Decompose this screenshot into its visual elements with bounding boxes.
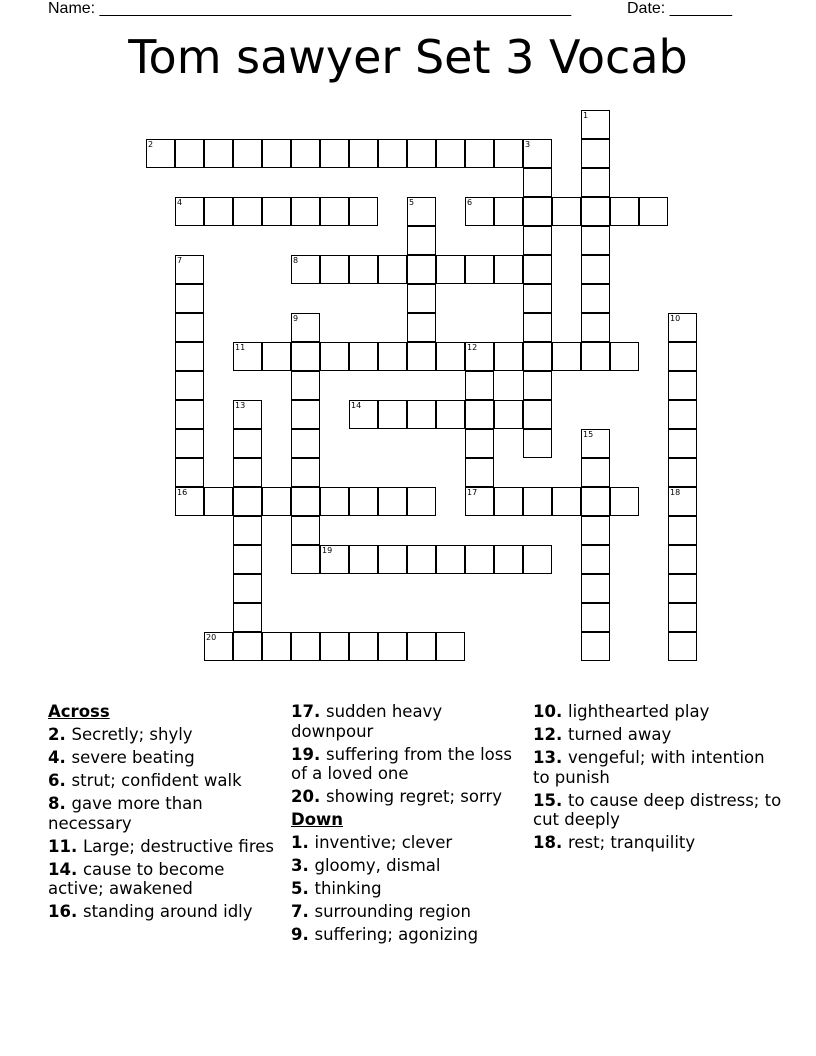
grid-cell[interactable] (610, 197, 639, 226)
clue-number: 10. (533, 702, 568, 721)
grid-cell[interactable] (552, 487, 581, 516)
clue-text: turned away (567, 725, 672, 744)
grid-cell[interactable] (523, 255, 552, 284)
grid-cell[interactable] (378, 139, 407, 168)
grid-cell[interactable] (610, 487, 639, 516)
grid-cell[interactable] (610, 342, 639, 371)
grid-cell[interactable] (349, 197, 378, 226)
clue-item (533, 702, 783, 722)
cell-number: 19 (322, 546, 333, 555)
clue-item (291, 856, 527, 876)
grid-cell[interactable] (233, 487, 262, 516)
clue-item (48, 748, 284, 768)
grid-cell[interactable] (494, 139, 523, 168)
cell-number: 13 (235, 401, 246, 410)
grid-cell[interactable] (407, 197, 436, 226)
grid-cell[interactable] (494, 255, 523, 284)
grid-cell[interactable] (407, 313, 436, 342)
grid-cell[interactable] (523, 429, 552, 458)
grid-cell[interactable] (262, 342, 291, 371)
clue-text: thinking (314, 879, 382, 898)
clue-number: 1. (291, 833, 315, 852)
grid-cell[interactable] (175, 139, 204, 168)
grid-cell[interactable] (320, 545, 349, 574)
date-label: Date: (627, 0, 666, 17)
grid-cell[interactable] (233, 516, 262, 545)
grid-cell[interactable] (349, 545, 378, 574)
grid-cell[interactable] (523, 168, 552, 197)
cell-number: 12 (467, 343, 478, 352)
cell-number: 3 (525, 140, 531, 149)
grid-cell[interactable] (291, 371, 320, 400)
grid-cell[interactable] (349, 139, 378, 168)
grid-cell[interactable] (465, 255, 494, 284)
grid-cell[interactable] (291, 255, 320, 284)
cell-number: 2 (148, 140, 154, 149)
grid-cell[interactable] (233, 139, 262, 168)
clues-column-2 (291, 702, 527, 948)
grid-cell[interactable] (465, 400, 494, 429)
clue-number: 7. (291, 902, 315, 921)
grid-cell[interactable] (668, 574, 697, 603)
grid-cell[interactable] (523, 487, 552, 516)
grid-cell[interactable] (349, 342, 378, 371)
grid-cell[interactable] (233, 400, 262, 429)
grid-cell[interactable] (494, 545, 523, 574)
clue-text: surrounding region (314, 902, 471, 921)
grid-cell[interactable] (378, 487, 407, 516)
grid-cell[interactable] (523, 545, 552, 574)
grid-cell[interactable] (378, 632, 407, 661)
grid-cell[interactable] (436, 545, 465, 574)
grid-cell[interactable] (175, 371, 204, 400)
clue-text: suffering from the loss of a loved one (291, 744, 512, 783)
grid-cell[interactable] (378, 342, 407, 371)
grid-cell[interactable] (581, 516, 610, 545)
name-blank: _____________________________________________________ (99, 0, 572, 17)
grid-cell[interactable] (465, 458, 494, 487)
grid-cell[interactable] (465, 545, 494, 574)
grid-cell[interactable] (668, 313, 697, 342)
grid-cell[interactable] (291, 487, 320, 516)
clue-text: vengeful; with intention to punish (533, 748, 765, 787)
cell-number: 14 (351, 401, 362, 410)
grid-cell[interactable] (175, 284, 204, 313)
cell-number: 11 (235, 343, 246, 352)
clue-number: 6. (48, 771, 72, 790)
grid-cell[interactable] (291, 342, 320, 371)
grid-cell[interactable] (291, 139, 320, 168)
cell-number: 15 (583, 430, 594, 439)
grid-cell[interactable] (639, 197, 668, 226)
grid-cell[interactable] (233, 545, 262, 574)
clue-number: 16. (48, 902, 83, 921)
grid-cell[interactable] (204, 487, 233, 516)
down-heading: Down (291, 810, 344, 829)
grid-cell[interactable] (523, 284, 552, 313)
clue-number: 14. (48, 859, 83, 879)
grid-cell[interactable] (494, 197, 523, 226)
grid-cell[interactable] (581, 632, 610, 661)
clue-number: 11. (48, 836, 83, 856)
clue-number: 13. (533, 748, 568, 767)
cell-number: 18 (670, 488, 681, 497)
grid-cell[interactable] (494, 487, 523, 516)
clue-item (48, 837, 284, 857)
grid-cell[interactable] (146, 139, 175, 168)
puzzle-title: Tom sawyer Set 3 Vocab (128, 30, 688, 84)
grid-cell[interactable] (552, 197, 581, 226)
grid-cell[interactable] (465, 487, 494, 516)
grid-cell[interactable] (407, 226, 436, 255)
grid-cell[interactable] (349, 255, 378, 284)
grid-cell[interactable] (581, 342, 610, 371)
grid-cell[interactable] (581, 255, 610, 284)
grid-cell[interactable] (291, 545, 320, 574)
grid-cell[interactable] (465, 429, 494, 458)
date-blank: _______ (669, 0, 732, 17)
grid-cell[interactable] (407, 545, 436, 574)
clue-text: standing around idly (82, 902, 253, 921)
grid-cell[interactable] (581, 313, 610, 342)
grid-cell[interactable] (291, 632, 320, 661)
clue-number: 9. (291, 925, 315, 944)
clue-number: 19. (291, 744, 326, 764)
clue-number: 12. (533, 725, 568, 744)
clue-number: 2. (48, 725, 72, 744)
grid-cell[interactable] (523, 342, 552, 371)
grid-cell[interactable] (291, 429, 320, 458)
clue-item (533, 748, 783, 787)
grid-cell[interactable] (262, 487, 291, 516)
grid-cell[interactable] (175, 342, 204, 371)
clue-text: severe beating (71, 748, 195, 767)
grid-cell[interactable] (581, 574, 610, 603)
grid-cell[interactable] (581, 226, 610, 255)
grid-cell[interactable] (581, 603, 610, 632)
grid-cell[interactable] (407, 400, 436, 429)
clue-item (533, 725, 783, 745)
grid-cell[interactable] (291, 400, 320, 429)
grid-cell[interactable] (465, 139, 494, 168)
grid-cell[interactable] (320, 342, 349, 371)
grid-cell[interactable] (407, 284, 436, 313)
clue-text: lighthearted play (567, 702, 710, 721)
grid-cell[interactable] (204, 632, 233, 661)
grid-cell[interactable] (668, 342, 697, 371)
clue-item (291, 879, 527, 899)
clue-number: 3. (291, 856, 315, 875)
grid-cell[interactable] (581, 168, 610, 197)
grid-cell[interactable] (436, 400, 465, 429)
clue-text: sudden heavy downpour (291, 702, 443, 741)
grid-cell[interactable] (291, 458, 320, 487)
grid-cell[interactable] (262, 632, 291, 661)
across-heading: Across (48, 702, 110, 721)
grid-cell[interactable] (204, 139, 233, 168)
clue-number: 5. (291, 879, 315, 898)
grid-cell[interactable] (668, 458, 697, 487)
grid-cell[interactable] (668, 603, 697, 632)
grid-cell[interactable] (668, 371, 697, 400)
grid-cell[interactable] (523, 400, 552, 429)
grid-cell[interactable] (175, 255, 204, 284)
grid-cell[interactable] (494, 400, 523, 429)
grid-cell[interactable] (349, 400, 378, 429)
grid-cell[interactable] (523, 371, 552, 400)
across-clue-list-continued (291, 702, 527, 807)
grid-cell[interactable] (407, 255, 436, 284)
grid-cell[interactable] (581, 110, 610, 139)
clue-item (48, 771, 284, 791)
cell-number: 20 (206, 633, 217, 642)
grid-cell[interactable] (291, 197, 320, 226)
grid-cell[interactable] (407, 487, 436, 516)
grid-cell[interactable] (349, 632, 378, 661)
grid-cell[interactable] (378, 255, 407, 284)
grid-cell[interactable] (233, 603, 262, 632)
clue-text: Large; destructive fires (82, 836, 274, 856)
grid-cell[interactable] (523, 313, 552, 342)
clue-item (291, 745, 527, 784)
grid-cell[interactable] (262, 197, 291, 226)
grid-cell[interactable] (668, 487, 697, 516)
grid-cell[interactable] (436, 342, 465, 371)
cell-number: 7 (177, 256, 183, 265)
grid-cell[interactable] (320, 487, 349, 516)
clue-item (291, 787, 527, 807)
grid-cell[interactable] (175, 458, 204, 487)
grid-cell[interactable] (204, 197, 233, 226)
grid-cell[interactable] (320, 197, 349, 226)
down-clue-list (291, 833, 527, 945)
grid-cell[interactable] (320, 632, 349, 661)
across-clue-list (48, 725, 284, 922)
clue-number: 18. (533, 833, 568, 852)
cell-number: 9 (293, 314, 299, 323)
clue-text: to cause deep distress; to cut deeply (533, 790, 782, 829)
clue-item (533, 791, 783, 830)
grid-cell[interactable] (378, 545, 407, 574)
grid-cell[interactable] (175, 197, 204, 226)
clue-text: gloomy, dismal (314, 856, 441, 875)
clue-item (48, 860, 284, 899)
grid-cell[interactable] (175, 400, 204, 429)
grid-cell[interactable] (465, 371, 494, 400)
clue-item (48, 794, 284, 833)
grid-cell[interactable] (465, 342, 494, 371)
clues-column-3 (533, 702, 783, 856)
clues-column-1 (48, 702, 284, 925)
grid-cell[interactable] (668, 400, 697, 429)
grid-cell[interactable] (465, 197, 494, 226)
grid-cell[interactable] (436, 632, 465, 661)
grid-cell[interactable] (407, 632, 436, 661)
clue-number: 17. (291, 702, 326, 721)
grid-cell[interactable] (233, 458, 262, 487)
clue-item (48, 902, 284, 922)
down-clue-list-continued (533, 702, 783, 853)
clue-number: 8. (48, 794, 72, 813)
cell-number: 8 (293, 256, 299, 265)
cell-number: 17 (467, 488, 478, 497)
grid-cell[interactable] (262, 139, 291, 168)
grid-cell[interactable] (291, 516, 320, 545)
grid-cell[interactable] (581, 197, 610, 226)
cell-number: 4 (177, 198, 183, 207)
cell-number: 16 (177, 488, 188, 497)
grid-cell[interactable] (581, 458, 610, 487)
grid-cell[interactable] (523, 226, 552, 255)
grid-cell[interactable] (320, 255, 349, 284)
clue-text: rest; tranquility (567, 833, 696, 852)
grid-cell[interactable] (668, 429, 697, 458)
grid-cell[interactable] (581, 545, 610, 574)
grid-cell[interactable] (378, 400, 407, 429)
grid-cell[interactable] (668, 632, 697, 661)
cell-number: 1 (583, 111, 589, 120)
grid-cell[interactable] (175, 429, 204, 458)
clue-item (533, 833, 783, 853)
grid-cell[interactable] (581, 487, 610, 516)
grid-cell[interactable] (494, 342, 523, 371)
clue-number: 4. (48, 748, 72, 767)
clue-text: inventive; clever (314, 833, 453, 852)
grid-cell[interactable] (175, 313, 204, 342)
grid-cell[interactable] (523, 197, 552, 226)
grid-cell[interactable] (349, 487, 378, 516)
grid-cell[interactable] (581, 429, 610, 458)
clue-item (291, 702, 527, 741)
grid-cell[interactable] (581, 139, 610, 168)
grid-cell[interactable] (523, 139, 552, 168)
grid-cell[interactable] (668, 545, 697, 574)
clue-number: 15. (533, 790, 568, 810)
name-label: Name: (48, 0, 96, 17)
clue-text: cause to become active; awakened (48, 859, 225, 898)
cell-number: 5 (409, 198, 415, 207)
clue-item (48, 725, 284, 745)
grid-cell[interactable] (436, 139, 465, 168)
grid-cell[interactable] (233, 197, 262, 226)
clue-number: 20. (291, 787, 326, 806)
grid-cell[interactable] (291, 313, 320, 342)
grid-cell[interactable] (233, 429, 262, 458)
grid-cell[interactable] (233, 632, 262, 661)
grid-cell[interactable] (320, 139, 349, 168)
grid-cell[interactable] (233, 342, 262, 371)
cell-number: 6 (467, 198, 473, 207)
cell-number: 10 (670, 314, 681, 323)
grid-cell[interactable] (668, 516, 697, 545)
grid-cell[interactable] (552, 342, 581, 371)
grid-cell[interactable] (581, 284, 610, 313)
clue-text: suffering; agonizing (314, 925, 479, 944)
grid-cell[interactable] (407, 139, 436, 168)
clue-text: Secretly; shyly (71, 725, 193, 744)
grid-cell[interactable] (175, 487, 204, 516)
clue-item (291, 833, 527, 853)
clue-item (291, 925, 527, 945)
grid-cell[interactable] (436, 255, 465, 284)
clue-text: strut; confident walk (71, 771, 242, 790)
clue-text: gave more than necessary (48, 794, 203, 833)
grid-cell[interactable] (233, 574, 262, 603)
clue-text: showing regret; sorry (325, 787, 503, 806)
grid-cell[interactable] (407, 342, 436, 371)
clue-item (291, 902, 527, 922)
